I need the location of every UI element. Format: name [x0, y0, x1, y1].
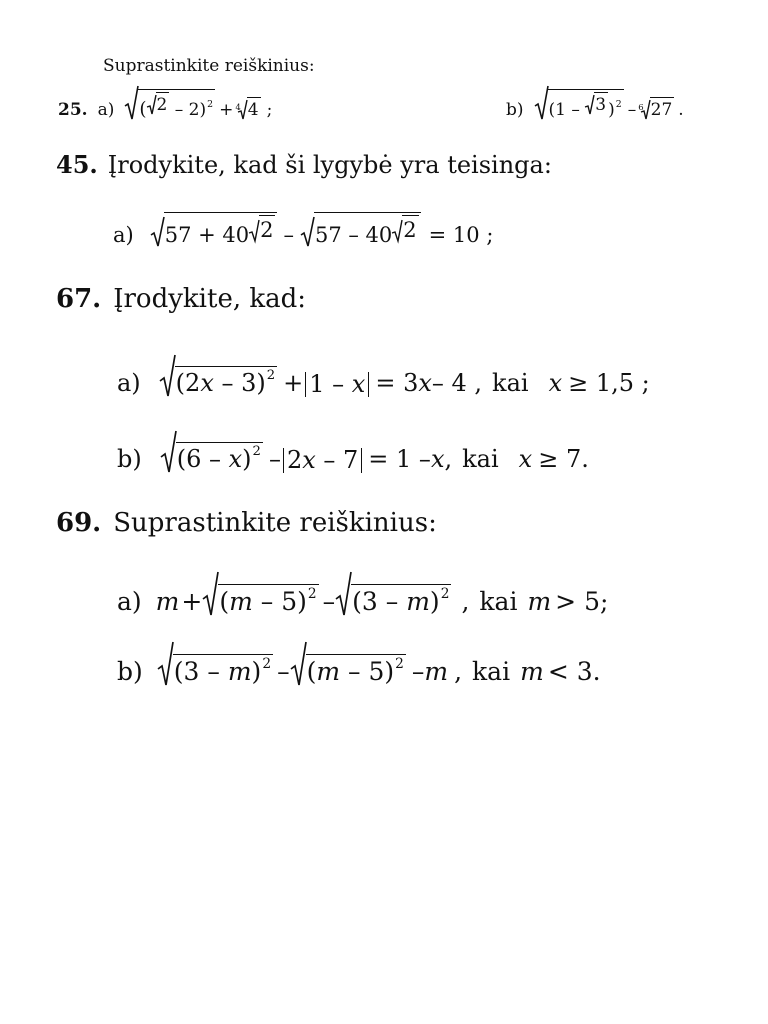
- radical: 57 – 40 2: [300, 212, 421, 247]
- problem-text: Įrodykite, kad ši lygybė yra teisinga:: [107, 151, 552, 179]
- section-intro-text: Suprastinkite reiškinius:: [103, 56, 315, 76]
- problem-25-a: 25. a) ( 2 – 2)$^2$ + 4 4 ;: [58, 86, 272, 120]
- problem-67-a: a) (2x – 3)$^2$ + 1 – x = 3 x – 4 , kai x ≥ 1,5 ;: [117, 355, 650, 397]
- radical: (6 – x)$^2$: [160, 431, 263, 473]
- radical-sign: [392, 220, 402, 242]
- problem-69-a: a) m + (m – 5)$^2$ – (3 – m)$^2$ , kai m > 5;: [117, 572, 608, 616]
- radical: (2x – 3)$^2$: [159, 355, 277, 397]
- radical: (m – 5)$^2$: [290, 642, 406, 686]
- problem-25-b: b) (1 – 3 )$^2$ – 6 27 .: [506, 86, 684, 120]
- problem-45-heading: [56, 150, 552, 179]
- sixth-root: 27: [641, 97, 675, 120]
- radical-sign: [150, 217, 164, 247]
- problem-text: Įrodykite, kad:: [113, 284, 307, 314]
- inner-radical: 2: [147, 92, 170, 115]
- radical-sign: [157, 642, 173, 686]
- radical-sign: [147, 95, 156, 115]
- inner-radical: 2: [249, 215, 275, 242]
- radical: (1 – 3 )$^2$: [534, 86, 624, 120]
- inner-radical: 2: [392, 215, 418, 242]
- part-label: a): [117, 587, 142, 616]
- part-label: a): [113, 223, 134, 247]
- problem-number: 45.: [56, 150, 98, 179]
- problem-number: 67.: [56, 284, 102, 314]
- part-label: b): [506, 100, 524, 120]
- problem-69-b: b) (3 – m)$^2$ – (m – 5)$^2$ – m , kai m < 3.: [117, 642, 601, 686]
- problem-67-heading: [56, 284, 306, 314]
- problem-number: 25.: [58, 100, 88, 120]
- radical: ( 2 – 2)$^2$: [124, 86, 215, 120]
- radical: (3 – m)$^2$: [157, 642, 273, 686]
- radical: 57 + 40 2: [150, 212, 278, 247]
- problem-text: Suprastinkite reiškinius:: [113, 508, 437, 538]
- absolute-value: 2x – 7: [283, 448, 362, 473]
- absolute-value: 1 – x: [305, 372, 369, 397]
- radical-sign: [534, 86, 548, 120]
- part-label: b): [117, 657, 143, 686]
- radical-sign: [160, 431, 176, 473]
- problem-45-a: a) 57 + 40 2 – 57 – 40 2 = 10 ;: [113, 212, 493, 247]
- radical-sign: [202, 572, 218, 616]
- part-label: a): [97, 100, 115, 120]
- radical-sign: [124, 86, 138, 120]
- radical-sign: [249, 220, 259, 242]
- inner-radical: 3: [585, 92, 608, 115]
- radical-sign: [335, 572, 351, 616]
- problem-69-heading: [56, 508, 437, 538]
- problem-number: 69.: [56, 508, 102, 538]
- radical-sign: [159, 355, 175, 397]
- part-label: b): [117, 445, 142, 473]
- radical: (m – 5)$^2$: [202, 572, 318, 616]
- radical: (3 – m)$^2$: [335, 572, 451, 616]
- radical-sign: [585, 95, 594, 115]
- problem-67-b: b) (6 – x)$^2$ – 2x – 7 = 1 – x , kai x ≥ 7.: [117, 431, 589, 473]
- radical-sign: [300, 217, 314, 247]
- radical-sign: [290, 642, 306, 686]
- part-label: a): [117, 369, 141, 397]
- fourth-root: 4: [238, 97, 261, 120]
- section-intro: [103, 56, 315, 76]
